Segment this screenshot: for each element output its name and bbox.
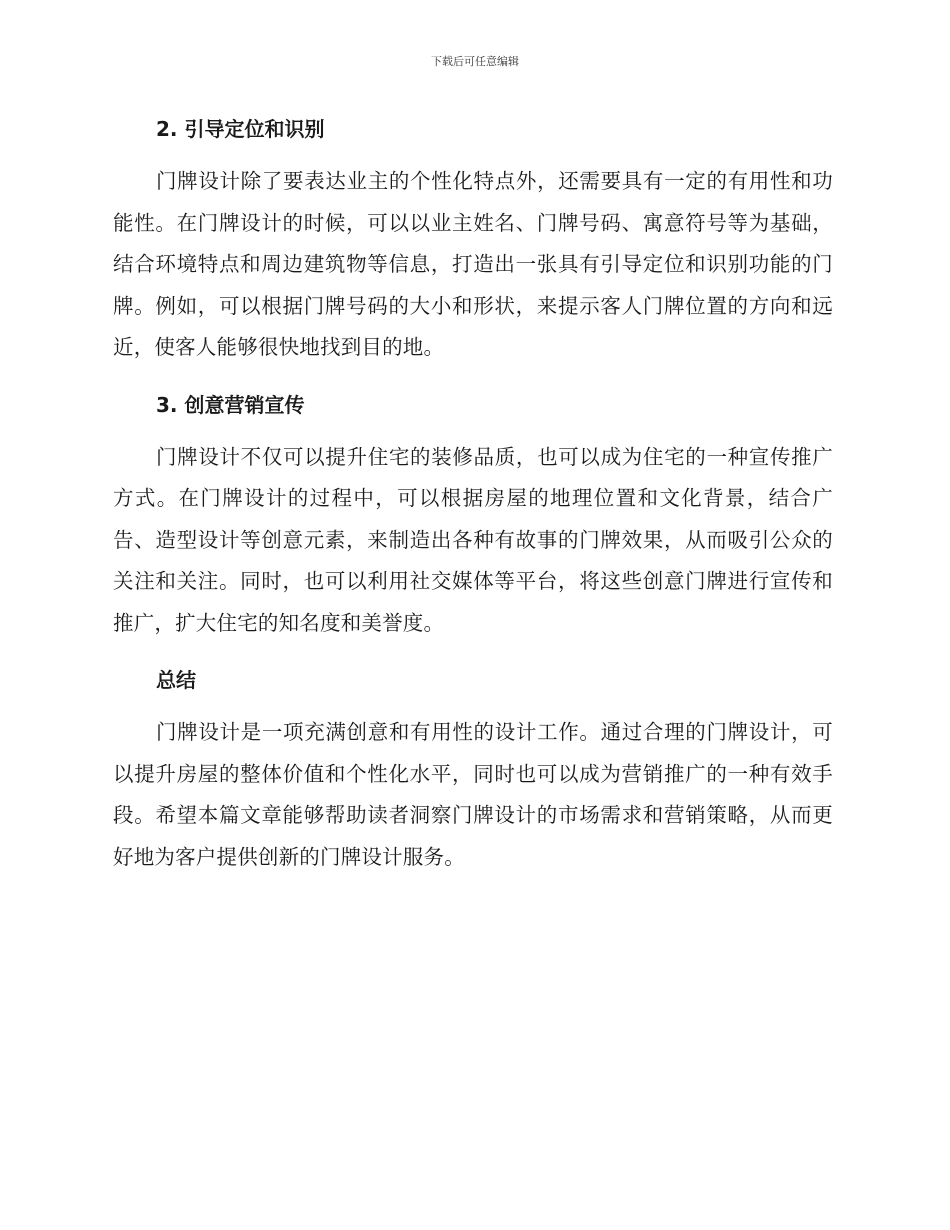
section-paragraph: 门牌设计不仅可以提升住宅的装修品质，也可以成为住宅的一种宣传推广方式。在门牌设计的过程中，可以根据房屋的地理位置和文化背景，结合广告、造型设计等创意元素，来制造出各种有故事的门牌效果，从而吸引公众的关注和关注。同时，也可以利用社交媒体等平台，将这些创意门牌进行宣传和推广，扩大住宅的知名度和美誉度。 — [113, 444, 833, 635]
page-header-note: 下载后可任意编辑 — [431, 55, 519, 68]
section-marketing — [113, 384, 833, 645]
section-heading: 2. 引导定位和识别 — [156, 117, 325, 141]
section-summary — [113, 659, 833, 878]
document-body — [113, 108, 833, 893]
section-guidance — [113, 108, 833, 369]
section-paragraph: 门牌设计除了要表达业主的个性化特点外，还需要具有一定的有用性和功能性。在门牌设计的时候，可以以业主姓名、门牌号码、寓意符号等为基础，结合环境特点和周边建筑物等信息，打造出一张具有引导定位和识别功能的门牌。例如，可以根据门牌号码的大小和形状，来提示客人门牌位置的方向和远近，使客人能够很快地找到目的地。 — [113, 169, 833, 359]
section-heading: 3. 创意营销宣传 — [156, 392, 305, 417]
section-heading: 总结 — [156, 668, 196, 692]
section-paragraph: 门牌设计是一项充满创意和有用性的设计工作。通过合理的门牌设计，可以提升房屋的整体价值和个性化水平，同时也可以成为营销推广的一种有效手段。希望本篇文章能够帮助读者洞察门牌设计的市场需求和营销策略，从而更好地为客户提供创新的门牌设计服务。 — [113, 720, 833, 869]
